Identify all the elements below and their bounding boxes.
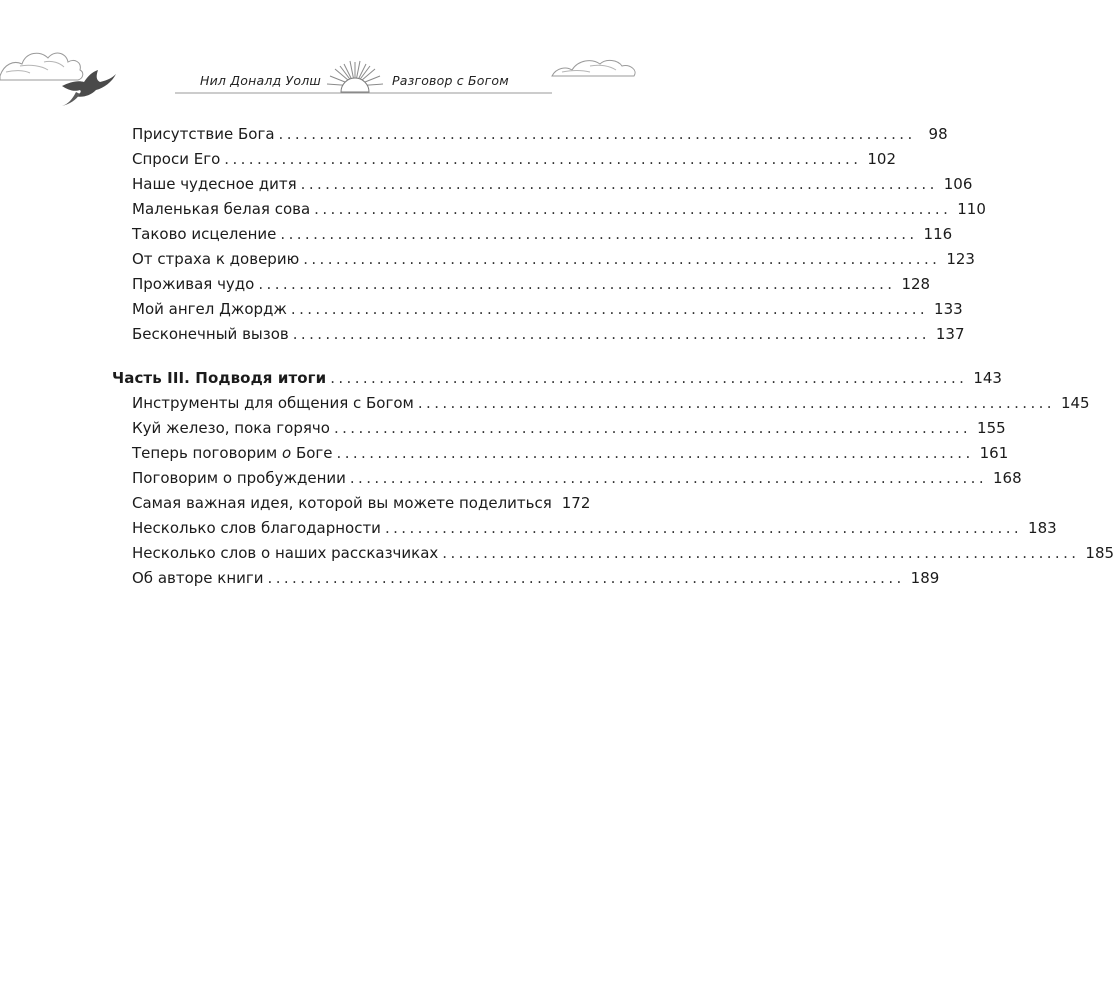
leader-dots: ..............................................................................	[330, 369, 968, 387]
header-decoration	[0, 0, 665, 110]
toc-entry	[112, 318, 965, 343]
toc-entry-title-part: Теперь поговорим	[132, 444, 282, 462]
toc-entry	[112, 243, 975, 268]
leader-dots: ..............................................................................	[280, 225, 918, 243]
toc-entry-title: Бесконечный вызов	[132, 325, 289, 343]
leader-dots: ..............................................................................	[442, 544, 1080, 562]
toc-entry-title: Мой ангел Джордж	[132, 300, 287, 318]
toc-entry-title: Проживая чудо	[132, 275, 255, 293]
leader-dots: ..............................................................................	[224, 150, 862, 168]
toc-entry-page: 110	[957, 200, 986, 218]
leader-dots: ..............................................................................	[290, 300, 929, 318]
toc-entry-page: 133	[934, 300, 963, 318]
toc-entry	[112, 412, 1006, 437]
leader-dots: ..............................................................................	[417, 394, 1055, 412]
toc-entry	[112, 562, 940, 587]
running-header	[0, 0, 665, 110]
toc-part-heading	[112, 362, 1002, 387]
toc-entry	[112, 487, 591, 512]
toc-entry	[112, 293, 963, 318]
toc-entry-title: Несколько слов о наших рассказчиках	[132, 544, 439, 562]
toc-entry	[112, 193, 986, 218]
toc-entry-page: 128	[901, 275, 931, 293]
toc-entry-title: Самая важная идея, которой вы можете поделиться	[132, 494, 552, 512]
toc-entry-title: Маленькая белая сова	[132, 200, 311, 218]
toc-entry-title: Спроси Его	[132, 150, 221, 168]
toc-entry-title: Куй железо, пока горячо	[132, 419, 330, 437]
leader-dots: ..............................................................................	[258, 275, 896, 293]
leader-dots: ..............................................................................	[336, 444, 974, 462]
table-of-contents	[112, 118, 1114, 587]
toc-entry-title: Об авторе книги	[132, 569, 264, 587]
toc-entry-page: 106	[943, 175, 973, 193]
leader-dots: ..............................................................................	[267, 569, 905, 587]
leader-dots: ..............................................................................	[349, 469, 987, 487]
toc-entry-title: Инструменты для общения с Богом	[132, 394, 414, 412]
sun-icon	[327, 61, 383, 92]
toc-entry-title-emphasis: о	[281, 444, 292, 462]
toc-entry	[112, 143, 897, 168]
toc-entry-page: 123	[946, 250, 975, 268]
toc-entry-page: 145	[1060, 394, 1090, 412]
toc-entry	[112, 118, 948, 143]
toc-entry-page: 189	[910, 569, 940, 587]
toc-entry	[112, 218, 953, 243]
cloud-left-icon	[0, 53, 83, 80]
toc-entry-title-part: Боге	[291, 444, 333, 462]
toc-entry-page: 168	[993, 469, 1022, 487]
leader-dots: ..............................................................................	[292, 325, 930, 343]
toc-entry-page: 161	[979, 444, 1009, 462]
toc-part-page: 143	[973, 369, 1002, 387]
toc-entry-title: Присутствие Бога	[132, 125, 275, 143]
toc-entry-title: Поговорим о пробуждении	[132, 469, 346, 487]
cloud-right-icon	[552, 60, 635, 76]
leader-dots: ..............................................................................	[300, 175, 938, 193]
toc-entry	[112, 268, 931, 293]
toc-entry-page: 98	[928, 125, 948, 143]
toc-entry	[112, 387, 1090, 412]
toc-entry-page: 185	[1085, 544, 1114, 562]
toc-entry-title: Таково исцеление	[132, 225, 277, 243]
toc-entry-title: Наше чудесное дитя	[132, 175, 297, 193]
toc-entry-page: 183	[1028, 519, 1057, 537]
running-header-author: Нил Доналд Уолш	[200, 73, 322, 88]
toc-entry	[112, 537, 1114, 562]
toc-entry	[112, 512, 1057, 537]
toc-entry-page: 137	[935, 325, 965, 343]
leader-dots: ..............................................................................	[384, 519, 1023, 537]
toc-entry-page: 172	[561, 494, 591, 512]
leader-dots: ..............................................................................	[303, 250, 941, 268]
leader-dots: ..............................................................................	[278, 125, 916, 143]
toc-entry-title: Несколько слов благодарности	[132, 519, 381, 537]
toc-entry	[112, 437, 1009, 462]
toc-entry-title	[132, 444, 333, 462]
leader-dots: ..............................................................................	[314, 200, 952, 218]
toc-entry-page: 155	[977, 419, 1006, 437]
leader-dots: ..............................................................................	[333, 419, 972, 437]
toc-entry	[112, 462, 1022, 487]
toc-entry-title: От страха к доверию	[132, 250, 300, 268]
toc-entry	[112, 168, 973, 193]
toc-entry-page: 116	[923, 225, 953, 243]
toc-part-title: Часть III. Подводя итоги	[112, 369, 327, 387]
running-header-book-title: Разговор с Богом	[392, 73, 509, 88]
toc-entry-page: 102	[867, 150, 897, 168]
